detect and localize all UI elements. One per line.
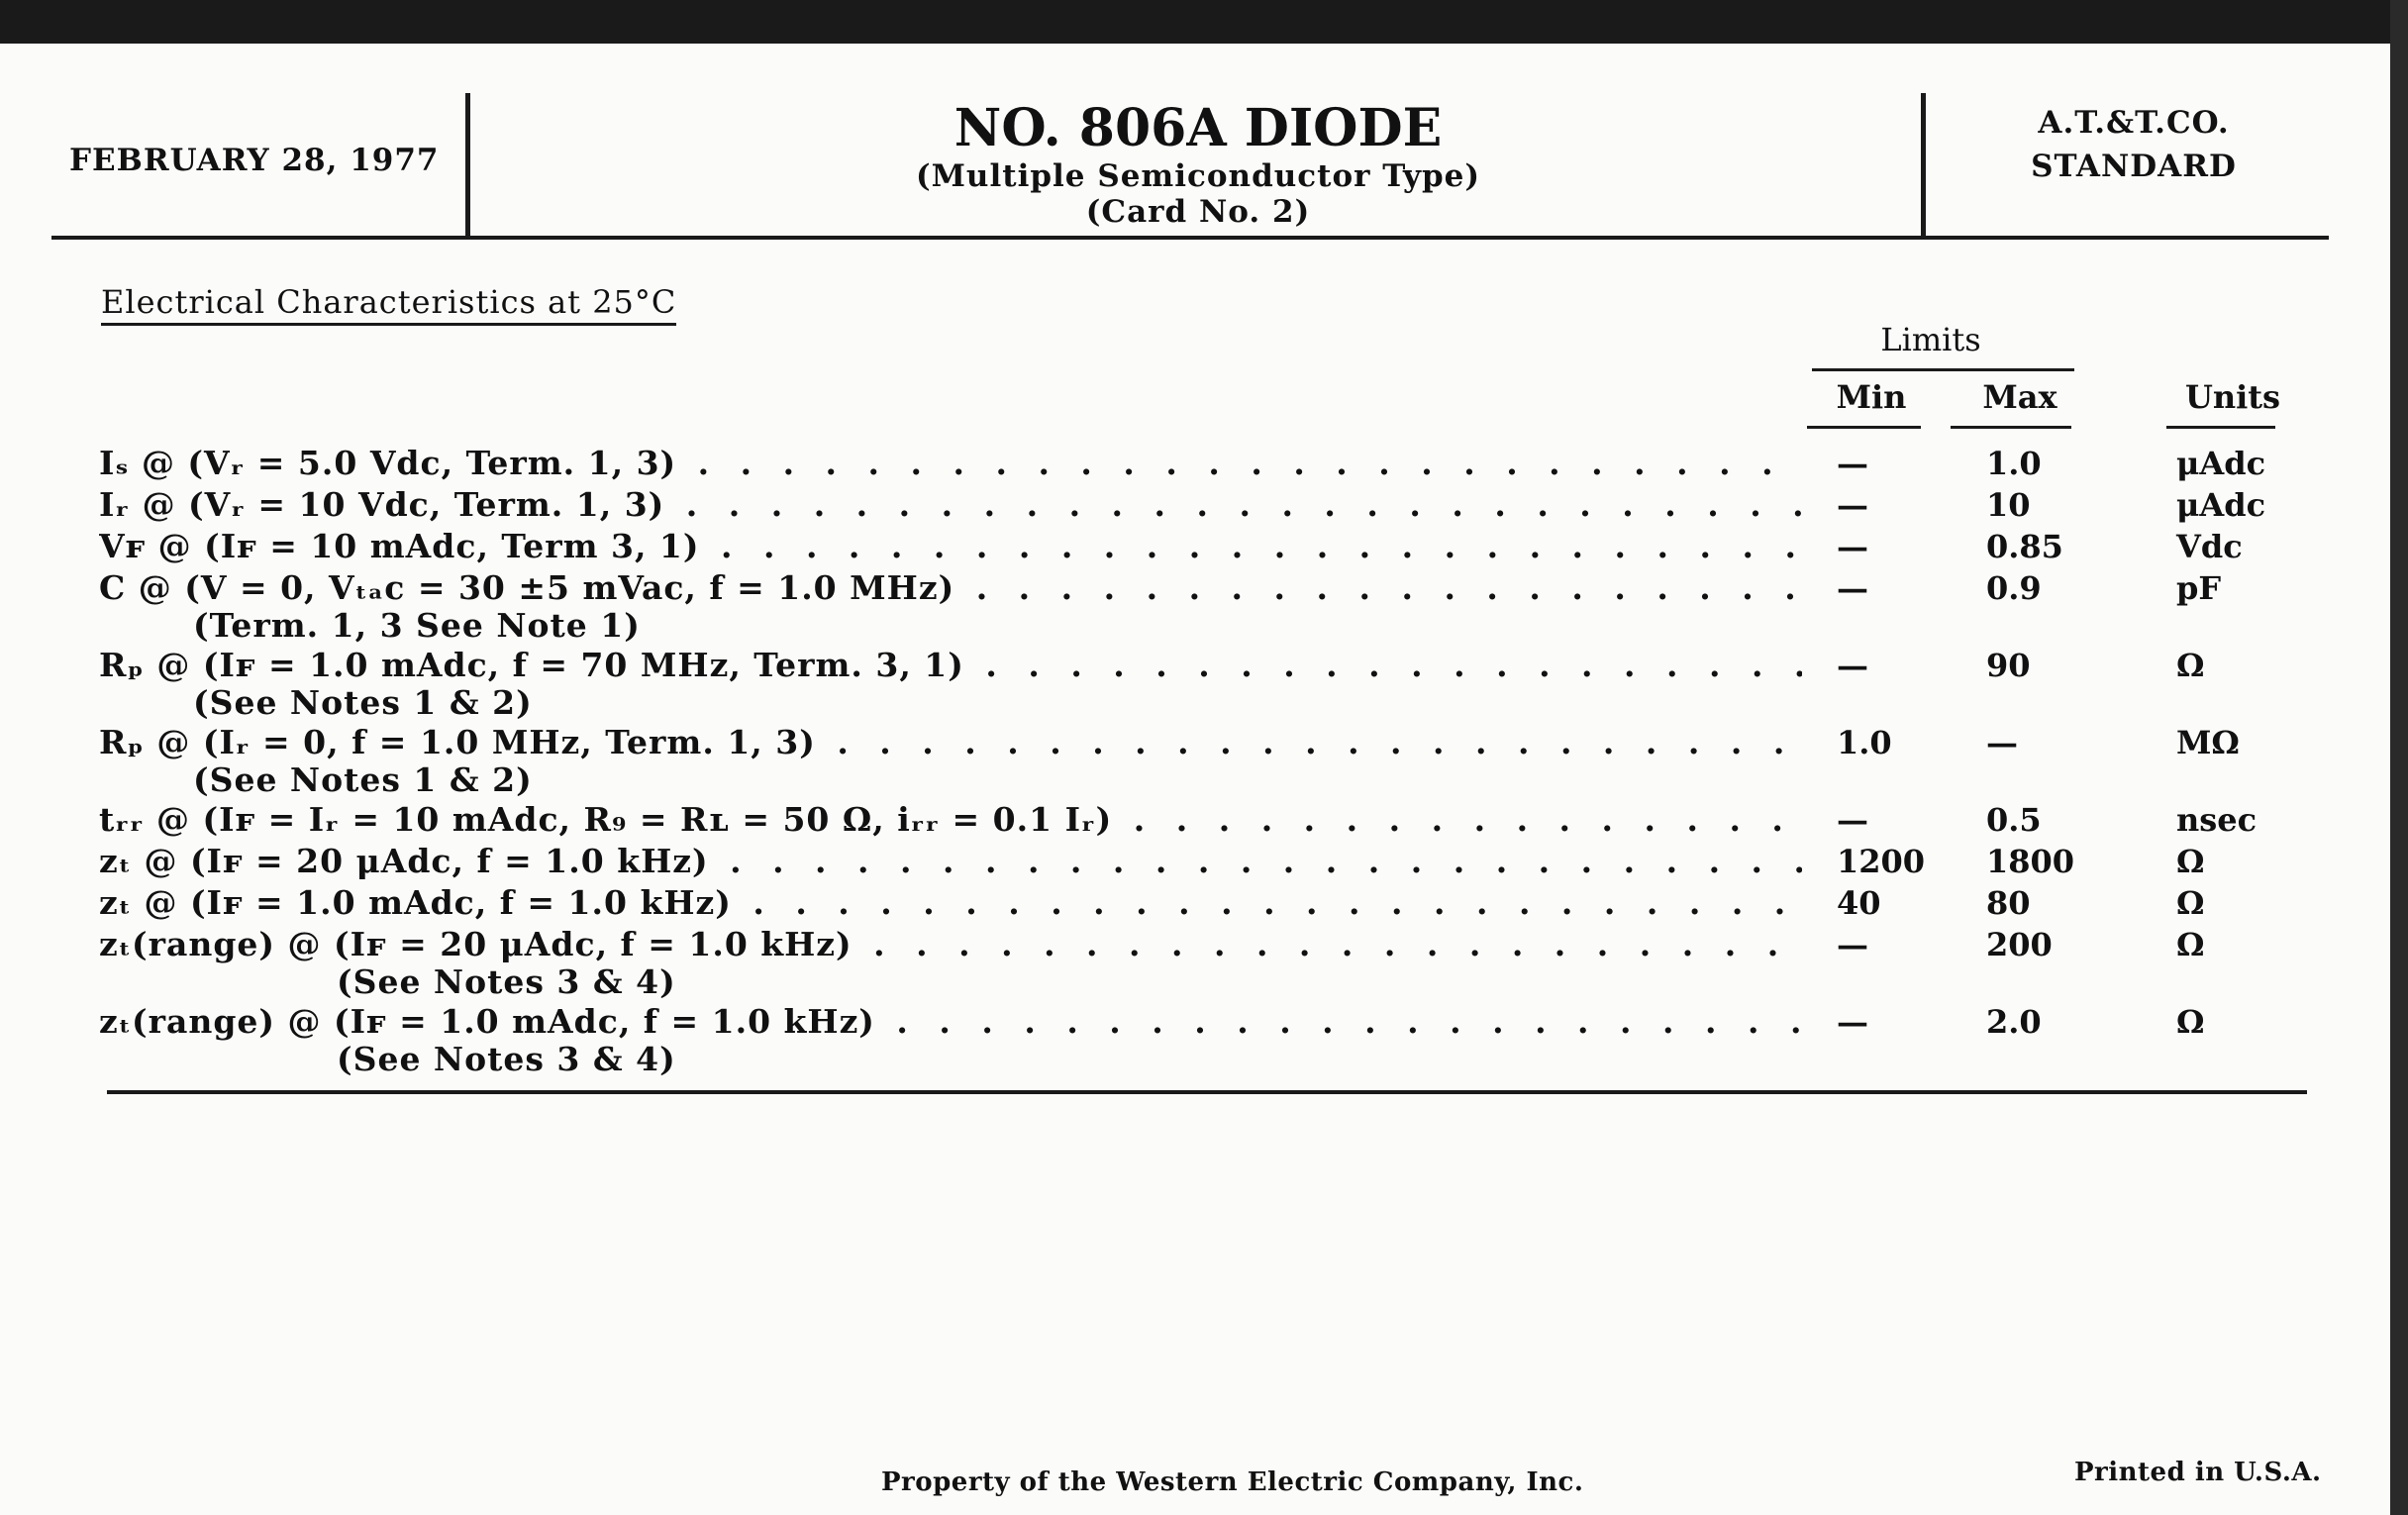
limits-header: Limits: [1880, 321, 1981, 358]
max-cell: —: [1986, 724, 2018, 761]
section-title: Electrical Characteristics at 25°C: [101, 283, 676, 326]
max-header-rule: [1951, 426, 2071, 429]
max-cell: 0.85: [1986, 528, 2063, 565]
parameter-cell: zₜ @ (Iꜰ = 20 μAdc, f = 1.0 kHz) . . .: [99, 843, 1802, 880]
max-cell: 2.0: [1986, 1003, 2042, 1041]
max-cell: 0.5: [1986, 801, 2042, 839]
property-notice: Property of the Western Electric Company, Inc.: [881, 1467, 1584, 1497]
unit-cell: Vdc: [2176, 528, 2243, 565]
max-cell: 10: [1986, 486, 2031, 524]
min-cell: 1200: [1837, 843, 1926, 880]
max-cell: 1.0: [1986, 445, 2042, 482]
min-header-rule: [1807, 426, 1921, 429]
max-cell: 80: [1986, 884, 2031, 922]
parameter-cell: Rₚ @ (Iꜰ = 1.0 mAdc, f = 70 MHz, Term. 3, 1) . . . (See Notes 1 & 2): [99, 647, 1802, 722]
min-cell: —: [1837, 1003, 1868, 1041]
company-standard: [1936, 101, 2332, 188]
printed-notice: Printed in U.S.A.: [2074, 1458, 2322, 1487]
units-header-rule: [2166, 426, 2275, 429]
unit-cell: μAdc: [2176, 445, 2266, 482]
min-cell: —: [1837, 445, 1868, 482]
scan-edge: [2390, 0, 2408, 1515]
max-header: Max: [1982, 378, 2057, 416]
header-title-block: [470, 99, 1926, 230]
unit-cell: nsec: [2176, 801, 2258, 839]
max-cell: 90: [1986, 647, 2031, 684]
units-header: Units: [2184, 378, 2281, 416]
unit-cell: μAdc: [2176, 486, 2266, 524]
min-cell: —: [1837, 926, 1868, 963]
issue-date: FEBRUARY 28, 1977: [69, 143, 440, 178]
max-cell: 0.9: [1986, 569, 2042, 607]
unit-cell: pF: [2176, 569, 2222, 607]
parameter-cell: zₜ(range) @ (Iꜰ = 1.0 mAdc, f = 1.0 kHz) . . . (See Notes 3 & 4): [99, 1003, 1802, 1078]
min-cell: —: [1837, 528, 1868, 565]
company-name: A.T.&T.CO.: [2038, 105, 2230, 141]
parameter-cell: C @ (V = 0, Vₜₐc = 30 ±5 mVac, f = 1.0 MHz) . . . (Term. 1, 3 See Note 1): [99, 569, 1802, 645]
parameter-cell: Iₛ @ (Vᵣ = 5.0 Vdc, Term. 1, 3) . . .: [99, 445, 1802, 482]
parameter-cell: Iᵣ @ (Vᵣ = 10 Vdc, Term. 1, 3) . . .: [99, 486, 1802, 524]
min-cell: —: [1837, 569, 1868, 607]
document-title: NO. 806A DIODE: [953, 98, 1443, 158]
min-cell: —: [1837, 647, 1868, 684]
min-cell: —: [1837, 486, 1868, 524]
unit-cell: MΩ: [2176, 724, 2240, 761]
max-cell: 200: [1986, 926, 2053, 963]
table-bottom-rule: [107, 1090, 2307, 1094]
min-cell: 1.0: [1837, 724, 1892, 761]
min-cell: —: [1837, 801, 1868, 839]
header-divider-right: [1921, 93, 1926, 237]
standard-label: STANDARD: [2031, 149, 2237, 184]
parameter-cell: Rₚ @ (Iᵣ = 0, f = 1.0 MHz, Term. 1, 3) . . . (See Notes 1 & 2): [99, 724, 1802, 799]
parameter-cell: Vꜰ @ (Iꜰ = 10 mAdc, Term 3, 1) . . .: [99, 528, 1802, 565]
parameter-cell: zₜ @ (Iꜰ = 1.0 mAdc, f = 1.0 kHz) . . .: [99, 884, 1802, 922]
unit-cell: Ω: [2176, 884, 2205, 922]
unit-cell: Ω: [2176, 647, 2205, 684]
card-number: (Card No. 2): [1085, 194, 1311, 230]
parameter-cell: zₜ(range) @ (Iꜰ = 20 μAdc, f = 1.0 kHz) . . . (See Notes 3 & 4): [99, 926, 1802, 1001]
unit-cell: Ω: [2176, 926, 2205, 963]
min-header: Min: [1836, 378, 1907, 416]
unit-cell: Ω: [2176, 1003, 2205, 1041]
limits-rule: [1812, 368, 2074, 371]
unit-cell: Ω: [2176, 843, 2205, 880]
parameter-cell: tᵣᵣ @ (Iꜰ = Iᵣ = 10 mAdc, R₉ = Rʟ = 50 Ω, iᵣᵣ = 0.1 Iᵣ) . . .: [99, 801, 1802, 839]
header-rule: [51, 236, 2329, 240]
max-cell: 1800: [1986, 843, 2075, 880]
spec-card: [0, 44, 2408, 1515]
document-subtitle: (Multiple Semiconductor Type): [915, 158, 1481, 194]
min-cell: 40: [1837, 884, 1881, 922]
